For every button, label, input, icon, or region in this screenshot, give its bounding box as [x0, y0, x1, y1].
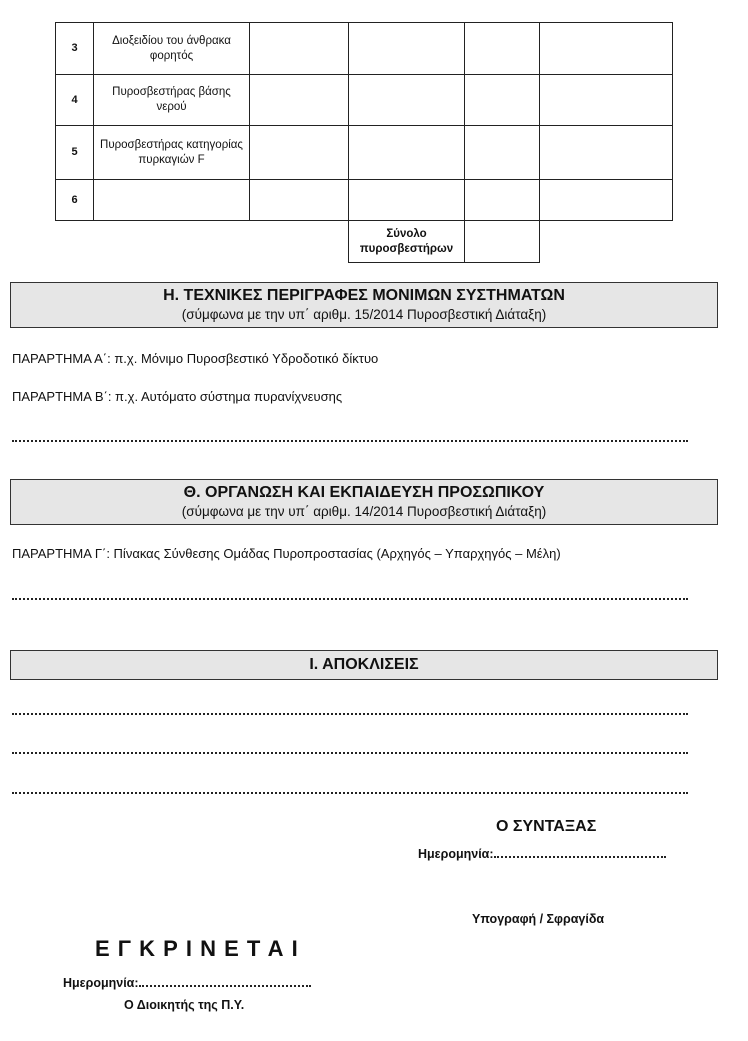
- row-number: 5: [56, 126, 94, 180]
- date-line[interactable]: [494, 846, 666, 858]
- table-cell[interactable]: [250, 126, 349, 180]
- table-cell[interactable]: [540, 23, 673, 75]
- section-th-subtitle: (σύμφωνα με την υπ΄ αριθμ. 14/2014 Πυροσβεστική Διάταξη): [181, 504, 547, 519]
- table-cell[interactable]: [540, 126, 673, 180]
- table-row: [56, 23, 673, 75]
- section-h-header: [10, 282, 718, 328]
- section-h-subtitle: (σύμφωνα με την υπ΄ αριθμ. 15/2014 Πυροσβεστική Διάταξη): [181, 307, 547, 322]
- approved-date: [63, 975, 311, 990]
- composer-title: Ο ΣΥΝΤΑΞΑΣ: [496, 818, 597, 835]
- table-row: [56, 75, 673, 126]
- fill-line[interactable]: [12, 792, 688, 794]
- row-description: [94, 180, 250, 221]
- row-number: 6: [56, 180, 94, 221]
- section-th-title: Θ. ΟΡΓΑΝΩΣΗ ΚΑΙ ΕΚΠΑΙΔΕΥΣΗ ΠΡΟΣΩΠΙΚΟΥ: [183, 484, 545, 501]
- row-description: Πυροσβεστήρας βάσης νερού: [94, 75, 250, 126]
- table-row: [56, 180, 673, 221]
- table-row: [56, 126, 673, 180]
- date-line[interactable]: [139, 975, 311, 987]
- row-description: Πυροσβεστήρας κατηγορίας πυρκαγιών F: [94, 126, 250, 180]
- table-cell[interactable]: [465, 75, 540, 126]
- commander-label: Ο Διοικητής της Π.Υ.: [124, 998, 245, 1012]
- table-cell[interactable]: [250, 75, 349, 126]
- table-cell[interactable]: [349, 23, 465, 75]
- date-label: Ημερομηνία:: [63, 976, 139, 990]
- section-h-title: Η. ΤΕΧΝΙΚΕΣ ΠΕΡΙΓΡΑΦΕΣ ΜΟΝΙΜΩΝ ΣΥΣΤΗΜΑΤΩΝ: [163, 287, 565, 304]
- total-row: [56, 221, 673, 263]
- table-cell[interactable]: [349, 180, 465, 221]
- section-i-header: [10, 650, 718, 680]
- table-cell[interactable]: [465, 126, 540, 180]
- table-cell[interactable]: [465, 23, 540, 75]
- table-cell[interactable]: [540, 180, 673, 221]
- fill-line[interactable]: [12, 598, 688, 600]
- table-cell[interactable]: [250, 180, 349, 221]
- row-number: 4: [56, 75, 94, 126]
- table-cell[interactable]: [349, 75, 465, 126]
- composer-date: [418, 846, 666, 861]
- table-cell[interactable]: [349, 126, 465, 180]
- date-label: Ημερομηνία:: [418, 847, 494, 861]
- row-description: Διοξειδίου του άνθρακα φορητός: [94, 23, 250, 75]
- row-number: 3: [56, 23, 94, 75]
- section-th-header: [10, 479, 718, 525]
- table-cell[interactable]: [250, 23, 349, 75]
- total-cell[interactable]: [465, 221, 540, 263]
- fill-line[interactable]: [12, 440, 688, 442]
- section-i-title: Ι. ΑΠΟΚΛΙΣΕΙΣ: [309, 656, 419, 673]
- annex-a-text: ΠΑΡΑΡΤΗΜΑ Α΄: π.χ. Μόνιμο Πυροσβεστικό Υδροδοτικό δίκτυο: [12, 351, 379, 366]
- annex-b-text: ΠΑΡΑΡΤΗΜΑ Β΄: π.χ. Αυτόματο σύστημα πυρανίχνευσης: [12, 389, 343, 404]
- table-cell[interactable]: [540, 75, 673, 126]
- total-label: Σύνολο πυροσβεστήρων: [349, 221, 465, 263]
- annex-g-text: ΠΑΡΑΡΤΗΜΑ Γ΄: Πίνακας Σύνθεσης Ομάδας Πυροπροστασίας (Αρχηγός – Υπαρχηγός – Μέλη): [12, 546, 561, 561]
- fill-line[interactable]: [12, 752, 688, 754]
- table-cell[interactable]: [465, 180, 540, 221]
- fill-line[interactable]: [12, 713, 688, 715]
- extinguishers-table: [55, 22, 673, 263]
- signature-stamp-label: Υπογραφή / Σφραγίδα: [472, 912, 605, 926]
- approved-heading: Ε Γ Κ Ρ Ι Ν Ε Τ Α Ι: [95, 936, 299, 961]
